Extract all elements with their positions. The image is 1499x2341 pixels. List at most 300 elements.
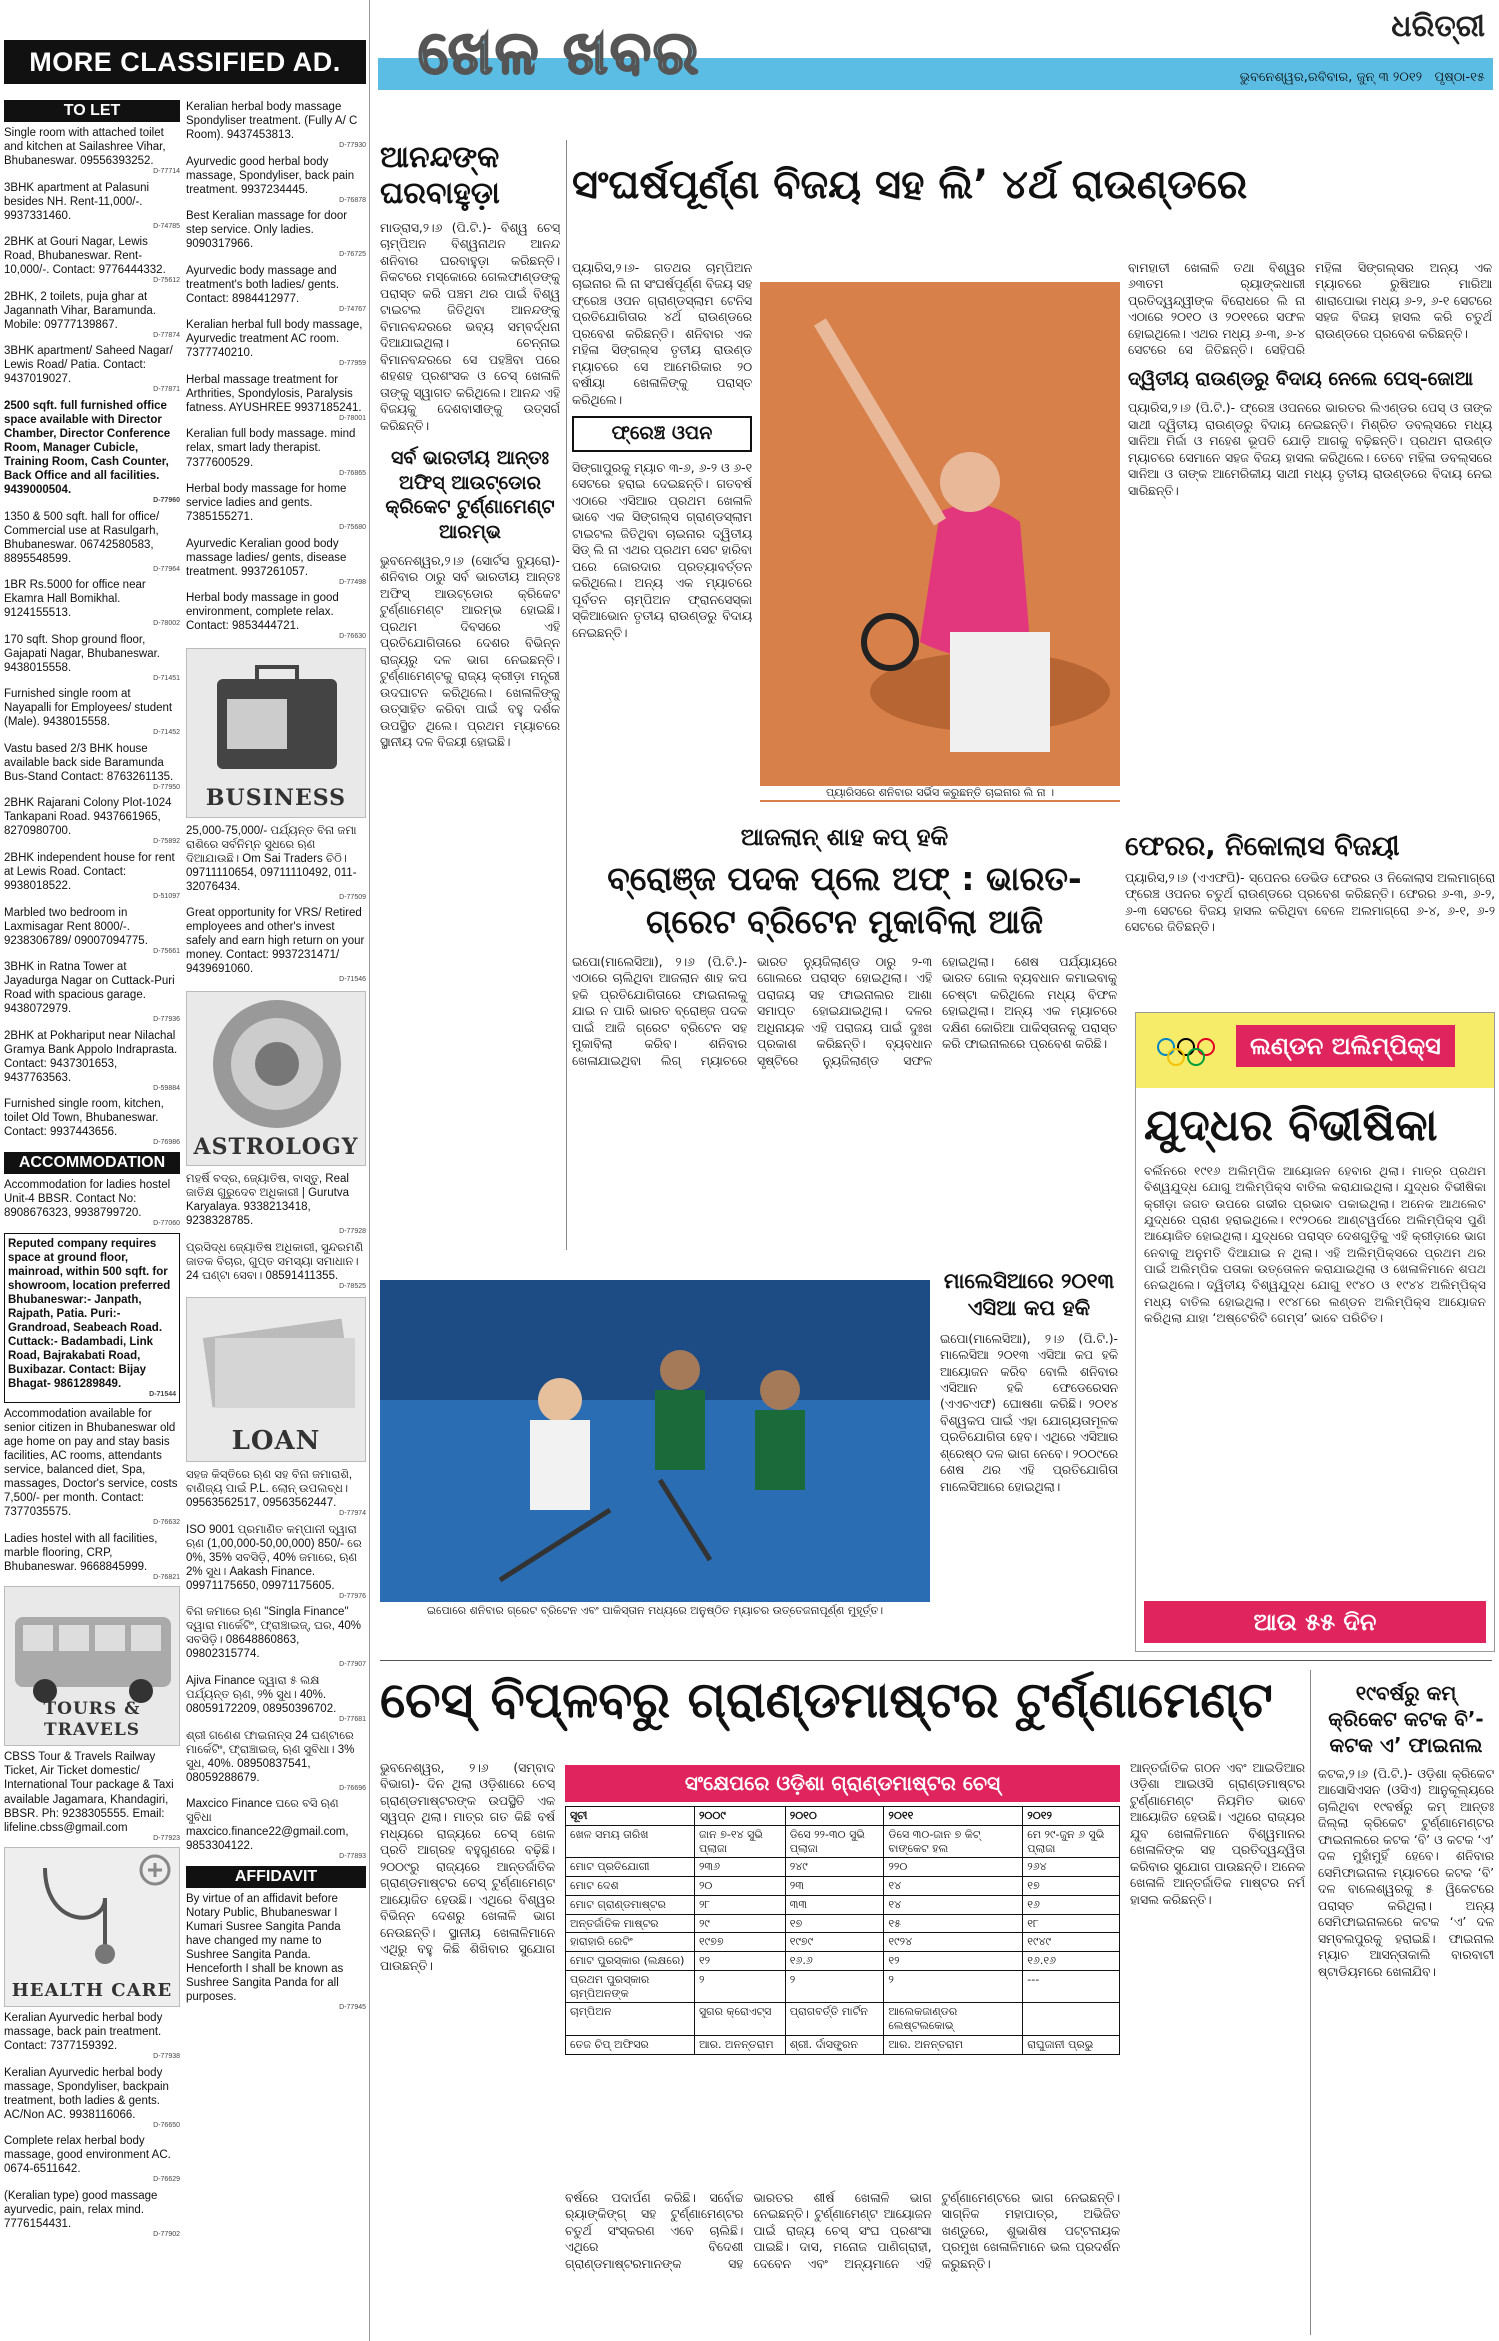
classified-ad xyxy=(4,290,180,341)
table-cell: ରାଘୁଜାନୀ ପ୍ରଭୁ xyxy=(1023,2035,1120,2054)
ad-code: D-77907 xyxy=(339,1661,366,1669)
ad-text: Ajiva Finance ଦ୍ୱାରା ୫ ଲକ୍ଷ ପର୍ଯ୍ୟନ୍ତ ଋଣ, ୨% ସୁଧ। 40%. 08059172209, 08950396702. xyxy=(186,1674,337,1715)
date-line xyxy=(1240,70,1485,86)
table-cell: ୨୦ xyxy=(694,1877,785,1896)
ad-text: Marbled two bedroom in Laxmisagar Rent 8000/-. 9238306789/ 09007094775. xyxy=(4,906,148,947)
classified-ad xyxy=(4,1097,180,1148)
ferrer-body: ପ୍ୟାରିସ,୨।୬ (ଏଏଫପି)- ସ୍ପେନର ଡେଭିଡ ଫେରର ଓ ନିକୋଲାସ ଅଲମାଗ୍ରୋ ଫ୍ରେଞ୍ଚ ଓପନର ଚତୁର୍ଥ ରାଉଣ୍ଡରେ ପ୍ରବେଶ କରିଛନ୍ତି। ଫେରର ୬-୩, ୬-୨, ୬-୩ ସେଟରେ ବିଜୟ ହାସଲ କରିଥିବା ବେଳେ ଅଲମାଗ୍ରୋ ୬-୪, ୬-୧, ୬-୨ ସେଟରେ ଜିତିଛନ୍ତି। xyxy=(1125,870,1495,935)
classified-ad xyxy=(186,427,366,478)
ad-text: 2BHK at Gouri Nagar, Lewis Road, Bhubaneswar. Rent-10,000/-. Contact: 9776444332. xyxy=(4,236,166,277)
table-cell: ତେଜ ଚିପ୍ ଅଫିସର xyxy=(566,2035,695,2054)
section-title: ଖେଳ ଖବର xyxy=(418,18,701,88)
table-row xyxy=(566,1970,1120,2003)
pes-subhead: ଦ୍ୱିତୀୟ ରାଉଣ୍ଡରୁ ବିଦାୟ ନେଲେ ପେସ୍-ଜୋଆ xyxy=(1128,367,1474,390)
brand-logo: ଧରିତ୍ରୀ xyxy=(1391,9,1485,44)
chess-stats-table xyxy=(565,1806,1120,2055)
bus-icon xyxy=(5,1587,180,1717)
tours-label: TOURS & TRAVELS xyxy=(43,1698,141,1741)
cricket-body: କଟକ,୨।୬ (ପି.ଟି.)- ଓଡ଼ିଶା କ୍ରିକେଟ ଆସୋସିଏସନ (ଓସିଏ) ଆନୁକୂଲ୍ୟରେ ଚାଲିଥିବା ୧୯ବର୍ଷରୁ କମ୍ ଆନ୍ତଃ ଜିଲ୍ଲା କ୍ରିକେଟ ଟୁର୍ଣ୍ଣାମେଣ୍ଟର ଫାଇନାଲରେ କଟକ ‘ବି’ ଓ କଟକ ‘ଏ’ ଦଳ ମୁହାଁମୁହିଁ ହେବେ। ଶନିବାର ସେମିଫାଇନାଲ ମ୍ୟାଚରେ କଟକ ‘ବି’ ଦଳ ବାଲେଶ୍ୱରକୁ ୫ ୱିକେଟରେ ପରାସ୍ତ କରିଥିଲା। ଅନ୍ୟ ସେମିଫାଇନାଲରେ କଟକ ‘ଏ’ ଦଳ ସମ୍ବଲପୁରକୁ ହରାଇଛି। ଫାଇନାଲ ମ୍ୟାଚ ଆସନ୍ତାକାଲି ବାରବାଟୀ ଷ୍ଟାଡିୟମରେ ଖେଳାଯିବ। xyxy=(1318,1767,1494,1979)
classified-ad xyxy=(186,591,366,642)
ad-code: D-76650 xyxy=(153,2121,180,2129)
ad-code: D-77960 xyxy=(153,497,180,504)
ad-text: Accommodation available for senior citizen in Bhubaneswar old age home on pay and stay basis facilities, AC rooms, attendants service, balanced diet, Spa, massages, Doctor's service, costs 7,500/- per month. Contact: 7377035575. xyxy=(4,1408,178,1519)
ad-text: Keralian full body massage. mind relax, smart lady therapist. 7377600529. xyxy=(186,428,356,469)
classified-ad xyxy=(186,537,366,588)
ad-text: Herbal massage treatment for Arthrities, Spondylosis, Paralysis fatness. AYUSHREE 9937185241. xyxy=(186,373,362,414)
table-cell: ଡିସେ ୨୨-୩୦ ସୁଭି ପ୍ଲାଜା xyxy=(785,1825,884,1858)
ad-code: D-76632 xyxy=(153,1519,180,1527)
ad-code: D-71452 xyxy=(153,729,180,737)
category-to-let: TO LET xyxy=(4,100,180,122)
ad-text: 3BHK in Ratna Tower at Jayadurga Nagar on Cuttack-Puri Road with spacious garage. 9438072979. xyxy=(4,961,175,1016)
ad-code: D-71451 xyxy=(153,674,180,682)
table-cell: ମୋଟ ପ୍ରତିଯୋଗୀ xyxy=(566,1858,695,1877)
table-cell: ଆର. ଅନନ୍ତରାମ xyxy=(884,2035,1023,2054)
table-cell: ଡିସେ ୩୦-ଜାନ ୭ କିଟ୍ ବାଙ୍କେଟ ହଲ xyxy=(884,1825,1023,1858)
affidavit-list xyxy=(186,1892,366,2013)
classified-ad xyxy=(186,906,366,985)
french-open-subhead: ଫ୍ରେଞ୍ଚ ଓପନ xyxy=(572,416,752,452)
table-row xyxy=(566,1914,1120,1933)
classified-ad xyxy=(186,1729,366,1794)
ad-code: D-76878 xyxy=(339,196,366,204)
table-cell: ଶ୍ରୀ. ର୍ଦାସଙ୍କ୍ରନ xyxy=(785,2035,884,2054)
ad-text: ମହର୍ଷି ବଦ୍ର, ଜ୍ୟୋତିଷ, ବାସ୍ତୁ, Real ଜାତିକ୍ଷ ଗୁରୁଦେବ ଅଧିକାରୀ | Gurutva Karyalaya. 9338213418, 9238328785. xyxy=(186,1173,350,1228)
ad-text: 2BHK, 2 toilets, puja ghar at Jagannath Vihar, Baramunda. Mobile: 09777139867. xyxy=(4,290,156,331)
li-na-photo xyxy=(760,282,1120,802)
ad-code: D-77964 xyxy=(153,565,180,573)
category-affidavit: AFFIDAVIT xyxy=(186,1866,366,1888)
chess-box-title: ସଂକ୍ଷେପରେ ଓଡ଼ିଶା ଗ୍ରାଣ୍ଡମାଷ୍ଟର ଚେସ୍ xyxy=(565,1765,1120,1802)
chess-stats-box xyxy=(565,1765,1120,2185)
to-let-list xyxy=(4,126,180,1148)
ad-text: ଶ୍ରୀ ଗଣେଶ ଫାଇନାନ୍ସ 24 ଘଣ୍ଟାରେ ମାର୍କେଟିଂ, ଫ୍ରାଞ୍ଚାଇଜ୍, ଋଣ ସୁବିଧା। 3% ସୁଧ, 40%. 08950837541, 08059288679. xyxy=(186,1729,355,1784)
classified-ad xyxy=(4,235,180,286)
table-cell: ମୋଟ ଦେଶ xyxy=(566,1877,695,1896)
ad-text: Ayurvedic Keralian good body massage ladies/ gents, disease treatment. 9937261057. xyxy=(186,537,347,578)
table-cell: ୧୪ xyxy=(884,1895,1023,1914)
table-row xyxy=(566,1933,1120,1952)
article-ferrer xyxy=(1125,830,1495,1000)
table-cell: ମୋଟ ପୁରସ୍କାର (ଲକ୍ଷରେ) xyxy=(566,1952,695,1971)
classified-ad xyxy=(4,2189,180,2240)
classified-col-2 xyxy=(186,100,366,2336)
hockey-caption: ଇପୋରେ ଶନିବାର ଗ୍ରେଟ ବ୍ରିଟେନ ଏବଂ ପାକିସ୍ତାନ ମଧ୍ୟରେ ଅନୁଷ୍ଠିତ ମ୍ୟାଚର ଉତ୍ତେଜନାପୂର୍ଣ୍ଣ ମୁହୂର୍ତ୍ତ। xyxy=(380,1602,930,1620)
table-row xyxy=(566,1895,1120,1914)
table-cell: ୧୯୪୯ xyxy=(1023,1933,1120,1952)
table-cell: ୨୩୬ xyxy=(694,1858,785,1877)
table-cell: ୨ xyxy=(884,1970,1023,2003)
chess-bottom-text xyxy=(565,2190,1120,2272)
ad-text: Herbal body massage for home service ladies and gents. 7385155271. xyxy=(186,483,347,524)
chess-body-text: ଭୁବନେଶ୍ୱର, ୨।୬ (ସମ୍ବାଦ ବିଭାଗ)- ଦିନ ଥିଲା ଓଡ଼ିଶାରେ ଚେସ୍ ଗ୍ରାଣ୍ଡମାଷ୍ଟରଙ୍କ ଉପସ୍ଥିତି ଏକ ସ୍ୱପ୍ନ ଥିଲା। ମାତ୍ର ଗତ କିଛି ବର୍ଷ ମଧ୍ୟରେ ରାଜ୍ୟରେ ଚେସ୍ ଖେଳ ପ୍ରତି ଆଗ୍ରହ ବହୁଗୁଣରେ ବଢ଼ିଛି। ୨୦୦୯ରୁ ରାଜ୍ୟରେ ଆନ୍ତର୍ଜାତିକ ଗ୍ରାଣ୍ଡମାଷ୍ଟର ଚେସ୍ ଟୁର୍ଣ୍ଣାମେଣ୍ଟ ଆୟୋଜିତ ହେଉଛି। ଏଥିରେ ବିଶ୍ୱର ବିଭିନ୍ନ ଦେଶରୁ ଖେଳାଳି ଭାଗ ନେଉଛନ୍ତି। ସ୍ଥାନୀୟ ଖେଳାଳିମାନେ ଏଥିରୁ ବହୁ କିଛି ଶିଖିବାର ସୁଯୋଗ ପାଉଛନ୍ତି। xyxy=(380,1761,555,1973)
health-care-image xyxy=(4,1847,180,2007)
table-cell: ୧୨ xyxy=(884,1952,1023,1971)
classified-ad xyxy=(186,373,366,424)
health-list xyxy=(4,2011,180,2239)
classified-ad xyxy=(4,510,180,575)
chess-right-text: ଆନ୍ତର୍ଜାତିକ ଗଠନ ଏବଂ ଆଇଡିଆର ଓଡ଼ିଶା ଆଇଓସି ଗ୍ରାଣ୍ଡମାଷ୍ଟର ଟୁର୍ଣ୍ଣାମେଣ୍ଟ ନିୟମିତ ଭାବେ ଆୟୋଜିତ ହେଉଛି। ଏଥିରେ ରାଜ୍ୟର ଯୁବ ଖେଳାଳିମାନେ ବିଶ୍ୱମାନର ଖେଳାଳିଙ୍କ ସହ ପ୍ରତିଦ୍ୱନ୍ଦ୍ୱିତା କରିବାର ସୁଯୋଗ ପାଉଛନ୍ତି। ଅନେକ ଖେଳାଳି ଆନ୍ତର୍ଜାତିକ ମାଷ୍ଟର ନର୍ମ ହାସଲ କରିଛନ୍ତି। xyxy=(1130,1761,1305,1907)
health-label: HEALTH CARE xyxy=(11,1979,173,2001)
main-body-right2-text: ପ୍ୟାରିସ,୨।୬ (ପି.ଟି.)- ଫ୍ରେଞ୍ଚ ଓପନରେ ଭାରତର ଲିଏଣ୍ଡର ପେସ୍ ଓ ତାଙ୍କ ସାଥୀ ଦ୍ୱିତୀୟ ରାଉଣ୍ଡରୁ ବିଦାୟ ନେଇଛନ୍ତି। ମିଶ୍ରିତ ଡବଲ୍ସରେ ମଧ୍ୟ ସାନିଆ ମିର୍ଜା ଓ ମହେଶ ଭୂପତି ଯୋଡ଼ି ଆଗକୁ ବଢ଼ିଛନ୍ତି। ପ୍ରଥମ ରାଉଣ୍ଡ ମ୍ୟାଚରେ ସେମାନେ ସହଜ ବିଜୟ ହାସଲ କରିଥିଲେ। ତେବେ ମହିଳା ଡବଲ୍ସରେ ସାନିଆ ଓ ତାଙ୍କ ଆମେରିକୀୟ ସାଥୀ ମଧ୍ୟ ତୃତୀୟ ରାଉଣ୍ଡରେ ବିଦାୟ ନେଇ ସାରିଛନ୍ତି। xyxy=(1128,401,1492,498)
main-body-left xyxy=(572,260,752,810)
ad-code: D-77976 xyxy=(339,1592,366,1600)
anand-body: ମାଡ୍ରାସ,୨।୬ (ପି.ଟି.)- ବିଶ୍ୱ ଚେସ୍ ଚାମ୍ପିଅନ ବିଶ୍ୱନାଥନ ଆନନ୍ଦ ଶନିବାର ଘରବାହୁଡ଼ା କରିଛନ୍ତି। ନିକଟରେ ମସ୍କୋରେ ଗେଲଫାଣ୍ଡଙ୍କୁ ପରାସ୍ତ କରି ପଞ୍ଚମ ଥର ପାଇଁ ବିଶ୍ୱ ଟାଇଟଲ ଜିତିଥିବା ଆନନ୍ଦଙ୍କୁ ବିମାନବନ୍ଦରରେ ଭବ୍ୟ ସମ୍ବର୍ଦ୍ଧନା ଦିଆଯାଇଥିଲା। ଚେନ୍ନାଇ ବିମାନବନ୍ଦରରେ ସେ ପହଞ୍ଚିବା ପରେ ଶହଶହ ପ୍ରଶଂସକ ଓ ଚେସ୍ ଖେଳାଳି ତାଙ୍କୁ ସ୍ୱାଗତ କରିଥିଲେ। ଆନନ୍ଦ ଏହି ବିଜୟକୁ ଦେଶବାସୀଙ୍କୁ ଉତ୍ସର୍ଗ କରିଛନ୍ତି। xyxy=(380,221,560,433)
ad-code: D-78002 xyxy=(153,620,180,628)
classified-ad xyxy=(186,1605,366,1670)
table-cell: ସୁଗର କ୍ରୋଏଟ୍ସ xyxy=(694,2003,785,2036)
table-row xyxy=(566,2003,1120,2036)
asia-cup-headline: ମାଲେସିଆରେ ୨୦୧୩ ଏସିଆ କପ ହକି xyxy=(943,1269,1115,1321)
classified-ad xyxy=(4,344,180,395)
anand-headline: ଆନନ୍ଦଙ୍କ ଘରବାହୁଡ଼ା xyxy=(380,140,500,211)
classified-ad xyxy=(186,1674,366,1725)
ad-text: Single room with attached toilet and kitchen at Sailashree Vihar, Bhubaneswar. 09556393252. xyxy=(4,127,166,168)
tourney-body: ଭୁବନେଶ୍ୱର,୨।୬ (ସୋର୍ଟସ ବ୍ୟୁରୋ)- ଶନିବାର ଠାରୁ ସର୍ବ ଭାରତୀୟ ଆନ୍ତଃ ଅଫିସ୍ ଆଉଟ୍ଡୋର କ୍ରିକେଟ ଟୁର୍ଣ୍ଣାମେଣ୍ଟ ଆରମ୍ଭ ହୋଇଛି। ପ୍ରଥମ ଦିବସରେ ଏହି ପ୍ରତିଯୋଗିତାରେ ଦେଶର ବିଭିନ୍ନ ରାଜ୍ୟରୁ ଦଳ ଭାଗ ନେଇଛନ୍ତି। ଟୁର୍ଣ୍ଣାମେଣ୍ଟକୁ ରାଜ୍ୟ କ୍ରୀଡ଼ା ମନ୍ତ୍ରୀ ଉଦଘାଟନ କରିଥିଲେ। ଖେଳାଳିଙ୍କୁ ଉତ୍ସାହିତ କରିବା ପାଇଁ ବହୁ ଦର୍ଶକ ଉପସ୍ଥିତ ଥିଲେ। ପ୍ରଥମ ମ୍ୟାଚରେ ସ୍ଥାନୀୟ ଦଳ ବିଜୟୀ ହୋଇଛି। xyxy=(380,553,560,749)
main-headline: ସଂଘର୍ଷପୂର୍ଣ୍ଣ ବିଜୟ ସହ ଲି’ ୪ର୍ଥ ରାଉଣ୍ଡରେ xyxy=(572,162,1248,208)
olympics-headline: ଯୁଦ୍ଧର ବିଭୀଷିକା xyxy=(1144,1100,1438,1151)
table-row xyxy=(566,2035,1120,2054)
li-na-caption: ପ୍ୟାରିସରେ ଶନିବାର ସର୍ଭିସ କରୁଛନ୍ତି ଚାଇନାର ଲି ନା । xyxy=(760,786,1120,800)
ad-text: 2BHK at Pokhariput near Nilachal Gramya Bank Appolo Indraprasta. Contact: 9437301653, 9437763563. xyxy=(4,1029,178,1084)
table-cell: ୨୩ xyxy=(785,1877,884,1896)
loan-image xyxy=(186,1297,366,1462)
asia-cup-article xyxy=(940,1268,1118,1628)
ad-text: Maxcico Finance ଘରେ ବସି ଋଣ ସୁବିଧା maxcico.finance22@gmail.com, 9853304122. xyxy=(186,1798,349,1853)
astrology-label: ASTROLOGY xyxy=(193,1133,359,1160)
ad-text: ପ୍ରସିଦ୍ଧ ଜ୍ୟୋତିଷ ଅଧିକାରୀ, ସୁନ୍ଦରମଣି ଜାତକ ବିଚାର, ଗୁପ୍ତ ସମସ୍ୟା ସମାଧାନ। 24 ଘଣ୍ଟା ସେବା। 08591411355. xyxy=(186,1241,364,1282)
chess-headline: ଚେସ୍ ବିପ୍ଳବରୁ ଗ୍ରାଣ୍ଡମାଷ୍ଟର ଟୁର୍ଣ୍ଣାମେଣ୍ଟ xyxy=(380,1671,1273,1729)
ad-code: D-77923 xyxy=(153,1834,180,1842)
classified-ad xyxy=(4,851,180,902)
ad-code: D-77938 xyxy=(153,2053,180,2061)
table-cell: ଆର. ଅନନ୍ତରାମ xyxy=(694,2035,785,2054)
main-body-left-text: ପ୍ୟାରିସ,୨।୬- ଗତଥର ଚାମ୍ପିଅନ ଚାଇନାର ଲି ନା ସଂଘର୍ଷପୂର୍ଣ୍ଣ ବିଜୟ ସହ ଫ୍ରେଞ୍ଚ ଓପନ ଗ୍ରାଣ୍ଡସ୍ଲାମ ଟେନିସ ପ୍ରତିଯୋଗିତାର ୪ର୍ଥ ରାଉଣ୍ଡରେ ପ୍ରବେଶ କରିଛନ୍ତି। ଶନିବାର ଏକ ମହିଳା ସିଙ୍ଗଲ୍ସ ତୃତୀୟ ରାଉଣ୍ଡ ମ୍ୟାଚରେ ସେ ଆମେରିକାର ୨୦ ବର୍ଷୀୟା ଖେଳାଳିଙ୍କୁ ପରାସ୍ତ କରିଥିଲେ। xyxy=(572,261,752,407)
classified-ad xyxy=(4,796,180,847)
ad-code: D-76865 xyxy=(339,469,366,477)
classified-ad xyxy=(186,318,366,369)
classified-ad xyxy=(4,1178,180,1229)
ad-text: Ayurvedic good herbal body massage, Spondyliser, back pain treatment. 9937234445. xyxy=(186,155,355,196)
article-olympics xyxy=(1135,1012,1495,1652)
astrology-list xyxy=(186,1172,366,1291)
ad-code: D-76821 xyxy=(153,1573,180,1581)
table-cell: ୧୮ xyxy=(1023,1914,1120,1933)
ad-code: D-77681 xyxy=(339,1716,366,1723)
ad-code: D-77959 xyxy=(339,360,366,368)
tours-travels-image xyxy=(4,1586,180,1746)
ad-code: D-59884 xyxy=(153,1084,180,1092)
olympics-countdown: ଆଉ ୫୫ ଦିନ xyxy=(1144,1601,1486,1643)
date-text: ଭୁବନେଶ୍ୱର,ରବିବାର, ଜୁନ୍ ୩ ୨୦୧୨ xyxy=(1239,70,1423,85)
classified-ad xyxy=(186,264,366,315)
ad-code: D-77930 xyxy=(339,142,366,150)
classified-ad xyxy=(4,960,180,1025)
ad-text: 2500 sqft. full furnished office space available with Director Chamber, Director Conference Room, Manager Cubicle, Training Room, Cash Counter, Back Office and all facilities. 9439000504. xyxy=(4,399,171,496)
classified-ad xyxy=(4,126,180,177)
classified-ad xyxy=(186,1172,366,1237)
hockey-body-1: ଇପୋ(ମାଲେସିଆ), ୨।୬ (ପି.ଟି.)- ଏଠାରେ ଚାଲିଥିବା ଆଜଲାନ ଶାହ କପ ହକି ପ୍ରତିଯୋଗିତାରେ ଫାଇନାଲକୁ ଯାଇ ନ ପାରି ଭାରତ ବ୍ରୋଞ୍ଜ ପଦକ ପାଇଁ ଆଜି ଗ୍ରେଟ ବ୍ରିଟେନ ସହ ମୁକାବିଲା କରିବ। ଶନିବାର ଖେଳାଯାଇଥିବା ଲିଗ୍ ମ୍ୟାଚରେ ଭାରତ ନ୍ୟୁଜିଲାଣ୍ଡ ଠାରୁ ୨-୩ ଗୋଲରେ ପରାସ୍ତ ହୋଇଥିଲା। ଏହି ପରାଜୟ ସହ ଫାଇନାଲର ଆଶା ସମାପ୍ତ ହୋଇଯାଇଥିଲା। ଦଳର ଅଧିନାୟକ ଏହି ପରାଜୟ ପାଇଁ ଦୁଃଖ ପ୍ରକାଶ କରିଛନ୍ତି। xyxy=(572,954,932,1068)
ad-text: Complete relax herbal body massage, good environment AC. 0674-6511642. xyxy=(4,2135,171,2176)
ad-text: Best Keralian massage for door step service. Only ladies. 9090317966. xyxy=(186,210,348,251)
classified-ad xyxy=(4,742,180,793)
table-cell: ୧୯୨୪ xyxy=(884,1933,1023,1952)
classified-ad xyxy=(4,1233,180,1404)
ad-code: D-74767 xyxy=(339,305,366,313)
classified-col-1 xyxy=(4,100,180,2336)
ad-code: D-77498 xyxy=(339,578,366,586)
ad-code: D-74785 xyxy=(153,222,180,230)
category-accommodation: ACCOMMODATION xyxy=(4,1152,180,1174)
classified-ad xyxy=(186,1797,366,1862)
article-anand xyxy=(380,140,560,1250)
classified-ad xyxy=(186,824,366,903)
hockey-kicker: ଆଜଲାନ୍ ଶାହ କପ୍ ହକି xyxy=(740,823,949,851)
main-body-right-text: ବାମହାତୀ ଖେଳାଳି ତଥା ବିଶ୍ୱର ୬୩ତମ ର‍୍ୟାଙ୍କଧାରୀ ପ୍ରତିଦ୍ୱନ୍ଦ୍ୱୀଙ୍କ ବିରୋଧରେ ଲି ନା ଏଠାରେ ୨୦୧୦ ଓ ୨୦୧୧ରେ ସଫଳ ହୋଇଥିଲେ। ଏଥର ମଧ୍ୟ ୬-୩, ୬-୪ ସେଟରେ ସେ ଜିତିଛନ୍ତି। ସେହିପରି ମହିଳା ସିଙ୍ଗଲ୍ସର ଅନ୍ୟ ଏକ ମ୍ୟାଚରେ ରୁଷିଆର ମାରିଆ ଶାରାପୋଭା ମଧ୍ୟ ୬-୨, ୬-୧ ସେଟରେ ସହଜ ବିଜୟ ହାସଲ କରି ଚତୁର୍ଥ ରାଉଣ୍ଡରେ ପ୍ରବେଶ କରିଛନ୍ତି। xyxy=(1128,261,1492,358)
cricket-headline: ୧୯ବର୍ଷରୁ କମ୍ କ୍ରିକେଟ କଟକ ବି’-କଟକ ଏ’ ଫାଇନାଲ xyxy=(1328,1681,1484,1757)
table-cell: ୨୮ xyxy=(694,1895,785,1914)
classified-section xyxy=(0,0,370,2341)
table-cell: ୨୯ xyxy=(694,1914,785,1933)
hockey-body xyxy=(572,954,1117,1254)
ad-text: Keralian Ayurvedic herbal body massage, back pain treatment. Contact: 7377159392. xyxy=(4,2012,163,2053)
ad-text: By virtue of an affidavit before Notary Public, Bhubaneswar I Kumari Susree Sangita Panda have changed my name to Sushree Sangita Panda. Henceforth I shall be known as Sushree Sangita Panda for all purposes. xyxy=(186,1892,344,2003)
article-cricket xyxy=(1318,1680,1494,2335)
chess-body-left xyxy=(380,1760,555,2335)
table-cell: ୧୯୭୭ xyxy=(694,1933,785,1952)
ad-code: D-77871 xyxy=(153,386,180,394)
table-cell: ୧୬.୬ xyxy=(785,1952,884,1971)
classified-ad xyxy=(4,633,180,684)
ad-code: D-76696 xyxy=(339,1784,366,1792)
classified-ad xyxy=(4,181,180,232)
classified-ad xyxy=(186,155,366,206)
tennis-player-image xyxy=(760,282,1120,802)
classified-ad xyxy=(4,1029,180,1094)
masthead xyxy=(378,8,1493,108)
ad-code: D-75892 xyxy=(153,838,180,846)
table-header-cell: ୨୦୧୦ xyxy=(785,1807,884,1826)
classified-heading: MORE CLASSIFIED AD. xyxy=(4,40,366,84)
classified-ad xyxy=(186,1468,366,1519)
classified-ad xyxy=(4,578,180,629)
ad-text: Reputed company requires space at ground floor, mainroad, within 500 sqft. for showroom, location preferred Bhubaneswar:- Janpath, Rajpath, Patia. Puri:- Grandroad, Seabeach Road. Cuttack:- Badambadi, Link Road, Bajrakabati Road, Buxibazar. Contact: Bijay Bhagat- 9861289849. xyxy=(8,1237,171,1390)
table-row xyxy=(566,1952,1120,1971)
table-cell: ୨୬୪ xyxy=(1023,1858,1120,1877)
ad-code: D-78001 xyxy=(339,414,366,422)
classified-ad xyxy=(186,1241,366,1292)
business-list xyxy=(186,824,366,985)
asia-cup-body: ଇପୋ(ମାଲେସିଆ), ୨।୬ (ପି.ଟି.)- ମାଲେସିଆ ୨୦୧୩ ଏସିଆ କପ ହକି ଆୟୋଜନ କରିବ ବୋଲି ଶନିବାର ଏସିଆନ ହକି ଫେଡେରେସନ (ଏଏଚଏଫ) ଘୋଷଣା କରିଛି। ୨୦୧୪ ବିଶ୍ୱକପ ପାଇଁ ଏହା ଯୋଗ୍ୟତାମୂଳକ ପ୍ରତିଯୋଗିତା ହେବ। ଏଥିରେ ଏସିଆର ଶ୍ରେଷ୍ଠ ଦଳ ଭାଗ ନେବେ। ୨୦୦୯ରେ ଶେଷ ଥର ଏହି ପ୍ରତିଯୋଗିତା ମାଲେସିଆରେ ହୋଇଥିଲା। xyxy=(940,1331,1118,1494)
ad-text: Accommodation for ladies hostel Unit-4 BBSR. Contact No: 8908676323, 9938799720. xyxy=(4,1178,171,1219)
ad-code: D-76725 xyxy=(339,251,366,259)
ad-code: D-71544 xyxy=(149,1390,176,1398)
ferrer-headline: ଫେରର, ନିକୋଲାସ ବିଜୟୀ xyxy=(1125,831,1400,862)
classified-ad xyxy=(4,687,180,738)
ad-text: 2BHK independent house for rent at Lewis Road. Contact: 9938018522. xyxy=(4,852,175,893)
ad-text: ସହଜ କିସ୍ତିରେ ଋଣ ସହ ବିନା ଜମାରାଶି, ବାଣିଜ୍ୟ ପାଇଁ P.L. ଲୋନ୍ ଉପଲବ୍ଧ। 09563562517, 09563562447. xyxy=(186,1469,353,1510)
ad-code: D-77945 xyxy=(339,2003,366,2011)
chess-body2-text: ବର୍ଷରେ ପଦାର୍ପଣ କରିଛି। ସର୍ବୋଚ୍ଚ ର‍୍ୟାଙ୍କିଙ୍ଗ୍ ସହ ଟୁର୍ଣ୍ଣାମେଣ୍ଟର ଚତୁର୍ଥ ସଂସ୍କରଣ ଏବେ ଚାଲିଛି। ଏଥିରେ ବିଦେଶୀ ଗ୍ରାଣ୍ଡମାଷ୍ଟରମାନଙ୍କ ସହ ଭାରତର ଶୀର୍ଷ ଖେଳାଳି ଭାଗ ନେଇଛନ୍ତି। ଟୁର୍ଣ୍ଣାମେଣ୍ଟ ଆୟୋଜନ ପାଇଁ ରାଜ୍ୟ ଚେସ୍ ସଂଘ ପ୍ରଶଂସା ପାଇଛି। xyxy=(565,2191,932,2271)
table-cell: ୨୨୦ xyxy=(884,1858,1023,1877)
table-row xyxy=(566,1825,1120,1858)
loan-label: LOAN xyxy=(231,1425,321,1456)
ad-text: (Keralian type) good massage ayurvedic, pain, relax mind. 7776154431. xyxy=(4,2189,158,2230)
chess-table-body xyxy=(566,1825,1120,2054)
table-header-cell: ୨୦୧୨ xyxy=(1023,1807,1120,1826)
ad-code: D-77893 xyxy=(339,1853,366,1861)
ad-code: D-77060 xyxy=(153,1219,180,1227)
table-header-cell: ସୂଚୀ xyxy=(566,1807,695,1826)
hockey-photo xyxy=(380,1280,930,1620)
classified-ad xyxy=(4,2011,180,2062)
ad-text: Keralian herbal body massage Spondyliser treatment. (Fully A/ C Room). 9437453813. xyxy=(186,101,358,142)
olympics-body: ବର୍ଲିନରେ ୧୯୧୬ ଅଲିମ୍ପିକ ଆୟୋଜନ ହେବାର ଥିଲା। ମାତ୍ର ପ୍ରଥମ ବିଶ୍ୱଯୁଦ୍ଧ ଯୋଗୁ ଅଲିମ୍ପିକ୍ସ ବାତିଲ କରାଯାଇଥିଲା। ଯୁଦ୍ଧର ବିଭୀଷିକା କ୍ରୀଡ଼ା ଜଗତ ଉପରେ ଗଭୀର ପ୍ରଭାବ ପକାଇଥିଲା। ଅନେକ ଆଥଲେଟ ଯୁଦ୍ଧରେ ପ୍ରାଣ ହରାଇଥିଲେ। ୧୯୨୦ରେ ଆଣ୍ଟୱର୍ପରେ ଅଲିମ୍ପିକ୍ସ ପୁଣି ଆୟୋଜିତ ହୋଇଥିଲା। ଯୁଦ୍ଧରେ ପରାସ୍ତ ଦେଶଗୁଡ଼ିକୁ ଏହି କ୍ରୀଡ଼ାରେ ଭାଗ ନେବାକୁ ଅନୁମତି ଦିଆଯାଇ ନ ଥିଲା। ଏହି ଅଲିମ୍ପିକ୍ସରେ ପ୍ରଥମ ଥର ପାଇଁ ଅଲିମ୍ପିକ ପତାକା ଉତ୍ତୋଳନ କରାଯାଇଥିଲା ଓ ଖେଳାଳିମାନେ ଶପଥ ନେଇଥିଲେ। ଦ୍ୱିତୀୟ ବିଶ୍ୱଯୁଦ୍ଧ ଯୋଗୁ ୧୯୪୦ ଓ ୧୯୪୪ ଅଲିମ୍ପିକ୍ସ ମଧ୍ୟ ବାତିଲ ହୋଇଥିଲା। ୧୯୪୮ରେ ଲଣ୍ଡନ ଅଲିମ୍ପିକ୍ସ ଆୟୋଜନ କରିଥିଲା ଯାହା ‘ଅଷ୍ଟେରିଟି ଗେମ୍ସ’ ଭାବେ ପରିଚିତ। xyxy=(1144,1164,1486,1326)
ad-code: D-77714 xyxy=(153,168,180,176)
business-label: BUSINESS xyxy=(205,785,347,812)
ad-text: 3BHK apartment/ Saheed Nagar/ Lewis Road/ Patia. Contact: 9437019027. xyxy=(4,345,173,386)
ad-text: 3BHK apartment at Palasuni besides NH. Rent-11,000/-. 9937331460. xyxy=(4,181,150,222)
chess-table-header xyxy=(566,1807,1120,1826)
table-cell: ଜାନ ୭-୧୪ ସୁଭି ପ୍ଲାଜା xyxy=(694,1825,785,1858)
ad-code: D-78525 xyxy=(339,1282,366,1290)
classified-ad xyxy=(186,482,366,533)
chess-body-right xyxy=(1130,1760,1305,2335)
table-cell: ପ୍ରାଗବର୍ତ୍ତି ମାର୍ଟିନ xyxy=(785,2003,884,2036)
ad-code: D-75612 xyxy=(153,277,180,285)
ad-text: Keralian Ayurvedic herbal body massage, Spondyliser, backpain treatment, both ladies & gents. AC/Non AC. 9938116066. xyxy=(4,2066,169,2121)
ad-text: Ladies hostel with all facilities, marble flooring, CRP, Bhubaneswar. 9668845999. xyxy=(4,1532,158,1573)
ad-text: Keralian herbal full body massage, Ayurvedic treatment AC room. 7377740210. xyxy=(186,319,363,360)
column-rule-2 xyxy=(1310,1670,1311,2335)
ad-code: D-76986 xyxy=(153,1139,180,1147)
ad-text: Herbal body massage in good environment, complete relax. Contact: 9853444721. xyxy=(186,592,339,633)
article-chess xyxy=(380,1670,1305,2335)
health-list-2 xyxy=(186,100,366,642)
ad-text: ISO 9001 ପ୍ରମାଣିତ କମ୍ପାନୀ ଦ୍ୱାରା ଋଣ (1,00,000-50,00,000) 850/- ରେ 0%, 35% ସବସିଡ଼ି, 40% ଜମାରେ, ଋଣ 2% ସୁଧ। Aakash Finance. 09971175650, 09971175605. xyxy=(186,1523,362,1592)
olympics-banner xyxy=(1136,1013,1494,1088)
table-cell xyxy=(1023,2003,1120,2036)
page-number: ପୃଷ୍ଠା-୧୫ xyxy=(1434,70,1485,85)
ad-code: D-77974 xyxy=(339,1510,366,1518)
ad-text: ବିନା ଜମାରେ ଋଣ "Singla Finance" ଦ୍ୱାରା ମାର୍କେଟିଂ, ଫ୍ରାଞ୍ଚାଇଜ୍, ଘର, 40% ସବସିଡ଼ି। 08648860863, 09802315774. xyxy=(186,1606,362,1661)
classified-ad xyxy=(186,1523,366,1602)
table-cell: --- xyxy=(1023,1970,1120,2003)
classified-ad xyxy=(186,1892,366,2013)
table-cell: ୨୪୯ xyxy=(785,1858,884,1877)
table-header-cell: ୨୦୧୧ xyxy=(884,1807,1023,1826)
business-image xyxy=(186,648,366,818)
table-cell: ଖେଳ ସମୟ ତାରିଖ xyxy=(566,1825,695,1858)
ad-text: Great opportunity for VRS/ Retired employees and other's invest safely and earn high return on your money. Contact: 9937231471/ 9439691060. xyxy=(186,907,365,976)
ad-text: 25,000-75,000/- ପର୍ଯ୍ୟନ୍ତ ବିନା ଜମା ରାଶିରେ ସର୍ବନିମ୍ନ ସୁଧରେ ଋଣ ଦିଆଯାଉଛି। Om Sai Traders ଚିଠି। 09711110654, 09711110492, 011-32076434. xyxy=(186,824,357,893)
zodiac-wheel-icon xyxy=(187,992,366,1137)
table-cell: ୧୭ xyxy=(1023,1877,1120,1896)
classified-ad xyxy=(4,1750,180,1843)
olympic-rings-icon xyxy=(1156,1035,1216,1075)
ad-code: D-77874 xyxy=(153,331,180,339)
table-header-cell: ୨୦୦୯ xyxy=(694,1807,785,1826)
ad-text: CBSS Tour & Travels Railway Ticket, Air Ticket domestic/ International Tour package & Taxi available Jagamara, Khandagiri, BBSR. Ph: 9238305555. Email: lifeline.cbss@gmail.com xyxy=(4,1751,174,1834)
table-cell: ୧୬ xyxy=(1023,1895,1120,1914)
astrology-image xyxy=(186,991,366,1166)
ad-code: D-76630 xyxy=(339,633,366,641)
table-cell: ପ୍ରଥମ ପୁରସ୍କାର ଚାମ୍ପିଅନଙ୍କ xyxy=(566,1970,695,2003)
table-cell: ଆଲେକଜାଣ୍ଡର ଲେଷ୍ଟଲକୋଭ୍ xyxy=(884,2003,1023,2036)
classified-ad xyxy=(186,209,366,260)
classified-ad xyxy=(4,1532,180,1583)
accommodation-list xyxy=(4,1178,180,1583)
ad-code: D-71546 xyxy=(339,976,366,984)
banknote-icon xyxy=(187,1298,366,1428)
chess-bottom-body-text: ଦାସ, ମନୋଜ ପାଣିଗ୍ରାହୀ, ଦେବେନ ଏବଂ ଅନ୍ୟମାନେ ଏହି ଟୁର୍ଣ୍ଣାମେଣ୍ଟରେ ଭାଗ ନେଇଛନ୍ତି। ସାଗ୍ନିକ ମହାପାତ୍ର, ଅଭିଜିତ ଖଣ୍ଡୁରେ, ଶୁଭାଶିଷ ପଟ୍ଟନାୟକ ପ୍ରମୁଖ ଖେଳାଳିମାନେ ଭଲ ପ୍ରଦର୍ଶନ କରୁଛନ୍ତି। xyxy=(753,2191,1120,2271)
ad-text: 2BHK Rajarani Colony Plot-1024 Tankapani Road. 9437661965, 8270980700. xyxy=(4,797,172,838)
hockey-body-2: ବ୍ୟବଧାନ ସୃଷ୍ଟିରେ ନ୍ୟୁଜିଲାଣ୍ଡ ସଫଳ ହୋଇଥିଲା। ଶେଷ ପର୍ଯ୍ୟାୟରେ ଭାରତ ଗୋଲ ବ୍ୟବଧାନ କମାଇବାକୁ ଚେଷ୍ଟା କରିଥିଲେ ମଧ୍ୟ ବିଫଳ ହୋଇଥିଲା। ଅନ୍ୟ ଏକ ମ୍ୟାଚରେ ଦକ୍ଷିଣ କୋରିଆ ପାକିସ୍ତାନକୁ ପରାସ୍ତ କରି ଫାଇନାଲରେ ପ୍ରବେଶ କରିଛି। xyxy=(757,954,1117,1068)
loan-list xyxy=(186,1468,366,1862)
ad-text: 170 sqft. Shop ground floor, Gajapati Nagar, Bhubaneswar. 9438015558. xyxy=(4,633,160,674)
ad-text: Furnished single room at Nayapalli for Employees/ student (Male). 9438015558. xyxy=(4,688,173,729)
table-cell: ୩୩ xyxy=(785,1895,884,1914)
ad-text: Furnished single room, kitchen, toilet Old Town, Bhubaneswar. Contact: 9937443656. xyxy=(4,1098,164,1139)
classified-ad xyxy=(4,2066,180,2131)
main-body-left2-text: ସିଙ୍ଗାପୁରକୁ ମ୍ୟାଚ ୩-୬, ୬-୨ ଓ ୬-୧ ସେଟରେ ହରାଇ ଦେଇଛନ୍ତି। ଗତବର୍ଷ ଏଠାରେ ଏସିଆର ପ୍ରଥମ ଖେଳାଳି ଭାବେ ଏକ ସିଙ୍ଗଲ୍ସ ଗ୍ରାଣ୍ଡସ୍ଲାମ ଟାଇଟଲ ଜିତିଥିବା ଚାଇନାର ଦ୍ୱିତୀୟ ସିଡ୍ ଲି ନା ଏଥର ପ୍ରଥମ ସେଟ ହାରିବା ପରେ ଜୋରଦାର ପ୍ରତ୍ୟାବର୍ତ୍ତନ କରିଥିଲେ। ଅନ୍ୟ ଏକ ମ୍ୟାଚରେ ପୂର୍ବତନ ଚାମ୍ପିଅନ ଫ୍ରାନସେସ୍କା ସ୍କିଆଭୋନ ତୃତୀୟ ରାଉଣ୍ଡରୁ ବିଦାୟ ନେଇଛନ୍ତି। xyxy=(572,460,752,640)
classified-ad xyxy=(186,100,366,151)
article-main xyxy=(572,160,1492,810)
table-cell: ୨ xyxy=(694,1970,785,2003)
section-rule xyxy=(380,1660,1492,1661)
classified-ad xyxy=(4,906,180,957)
table-cell: ଅନ୍ତର୍ଜାତିକ ମାଷ୍ଟର xyxy=(566,1914,695,1933)
ad-code: D-76629 xyxy=(153,2176,180,2184)
ad-code: D-75661 xyxy=(153,947,180,955)
ad-code: D-51097 xyxy=(153,893,180,901)
table-cell: ୧୫ xyxy=(884,1914,1023,1933)
table-cell: ଚାମ୍ପିଅନ xyxy=(566,2003,695,2036)
table-row xyxy=(566,1877,1120,1896)
table-cell: ୨ xyxy=(785,1970,884,2003)
table-cell: ୧୯୭୯ xyxy=(785,1933,884,1952)
ad-code: D-77928 xyxy=(339,1228,366,1236)
classified-ad xyxy=(4,1407,180,1528)
table-cell: ମେ ୨୯-ଜୁନ ୬ ସୁଭି ପ୍ଲାଜା xyxy=(1023,1825,1120,1858)
ad-code: D-75680 xyxy=(339,524,366,532)
ad-text: 1350 & 500 sqft. hall for office/ Commercial use at Rasulgarh, Bhubaneswar. 06742580583, 8895548599. xyxy=(4,510,160,565)
stethoscope-icon xyxy=(5,1848,180,1978)
tourney-headline: ସର୍ବ ଭାରତୀୟ ଆନ୍ତଃ ଅଫିସ୍ ଆଉଟ୍ଡୋର କ୍ରିକେଟ ଟୁର୍ଣ୍ଣାମେଣ୍ଟ ଆରମ୍ଭ xyxy=(385,447,555,544)
table-cell: ୧୪ xyxy=(884,1877,1023,1896)
column-rule xyxy=(566,140,567,1250)
ad-text: Vastu based 2/3 BHK house available back side Baramunda Bus-Stand Contact: 8763261135. xyxy=(4,742,174,783)
olympics-banner-text: ଲଣ୍ଡନ ଅଲିମ୍ପିକ୍ସ xyxy=(1236,1025,1455,1067)
table-cell: ହାରାହାରି ରେଟିଂ xyxy=(566,1933,695,1952)
main-body-right xyxy=(1128,260,1492,810)
table-row xyxy=(566,1858,1120,1877)
ad-text: Ayurvedic body massage and treatment's both ladies/ gents. Contact: 8984412977. xyxy=(186,264,340,305)
classified-ad xyxy=(4,399,180,506)
ad-code: D-77509 xyxy=(339,893,366,901)
hockey-headline: ବ୍ରୋଞ୍ଜ ପଦକ ପ୍ଲେ ଅଫ୍ : ଭାରତ-ଗ୍ରେଟ ବ୍ରିଟେନ ମୁକାବିଲା ଆଜି xyxy=(607,859,1082,941)
ad-code: D-77936 xyxy=(153,1016,180,1024)
table-cell: ୧୬.୧୬ xyxy=(1023,1952,1120,1971)
classified-ad xyxy=(4,2134,180,2185)
briefcase-icon xyxy=(187,649,366,789)
tours-list xyxy=(4,1750,180,1843)
ad-code: D-77950 xyxy=(153,783,180,791)
table-cell: ୧୭ xyxy=(785,1914,884,1933)
chess-body-bottom xyxy=(565,2190,1120,2335)
ad-text: 1BR Rs.5000 for office near Ekamra Hall Bomikhal. 9124155513. xyxy=(4,579,146,620)
hockey-players-image xyxy=(380,1280,930,1620)
